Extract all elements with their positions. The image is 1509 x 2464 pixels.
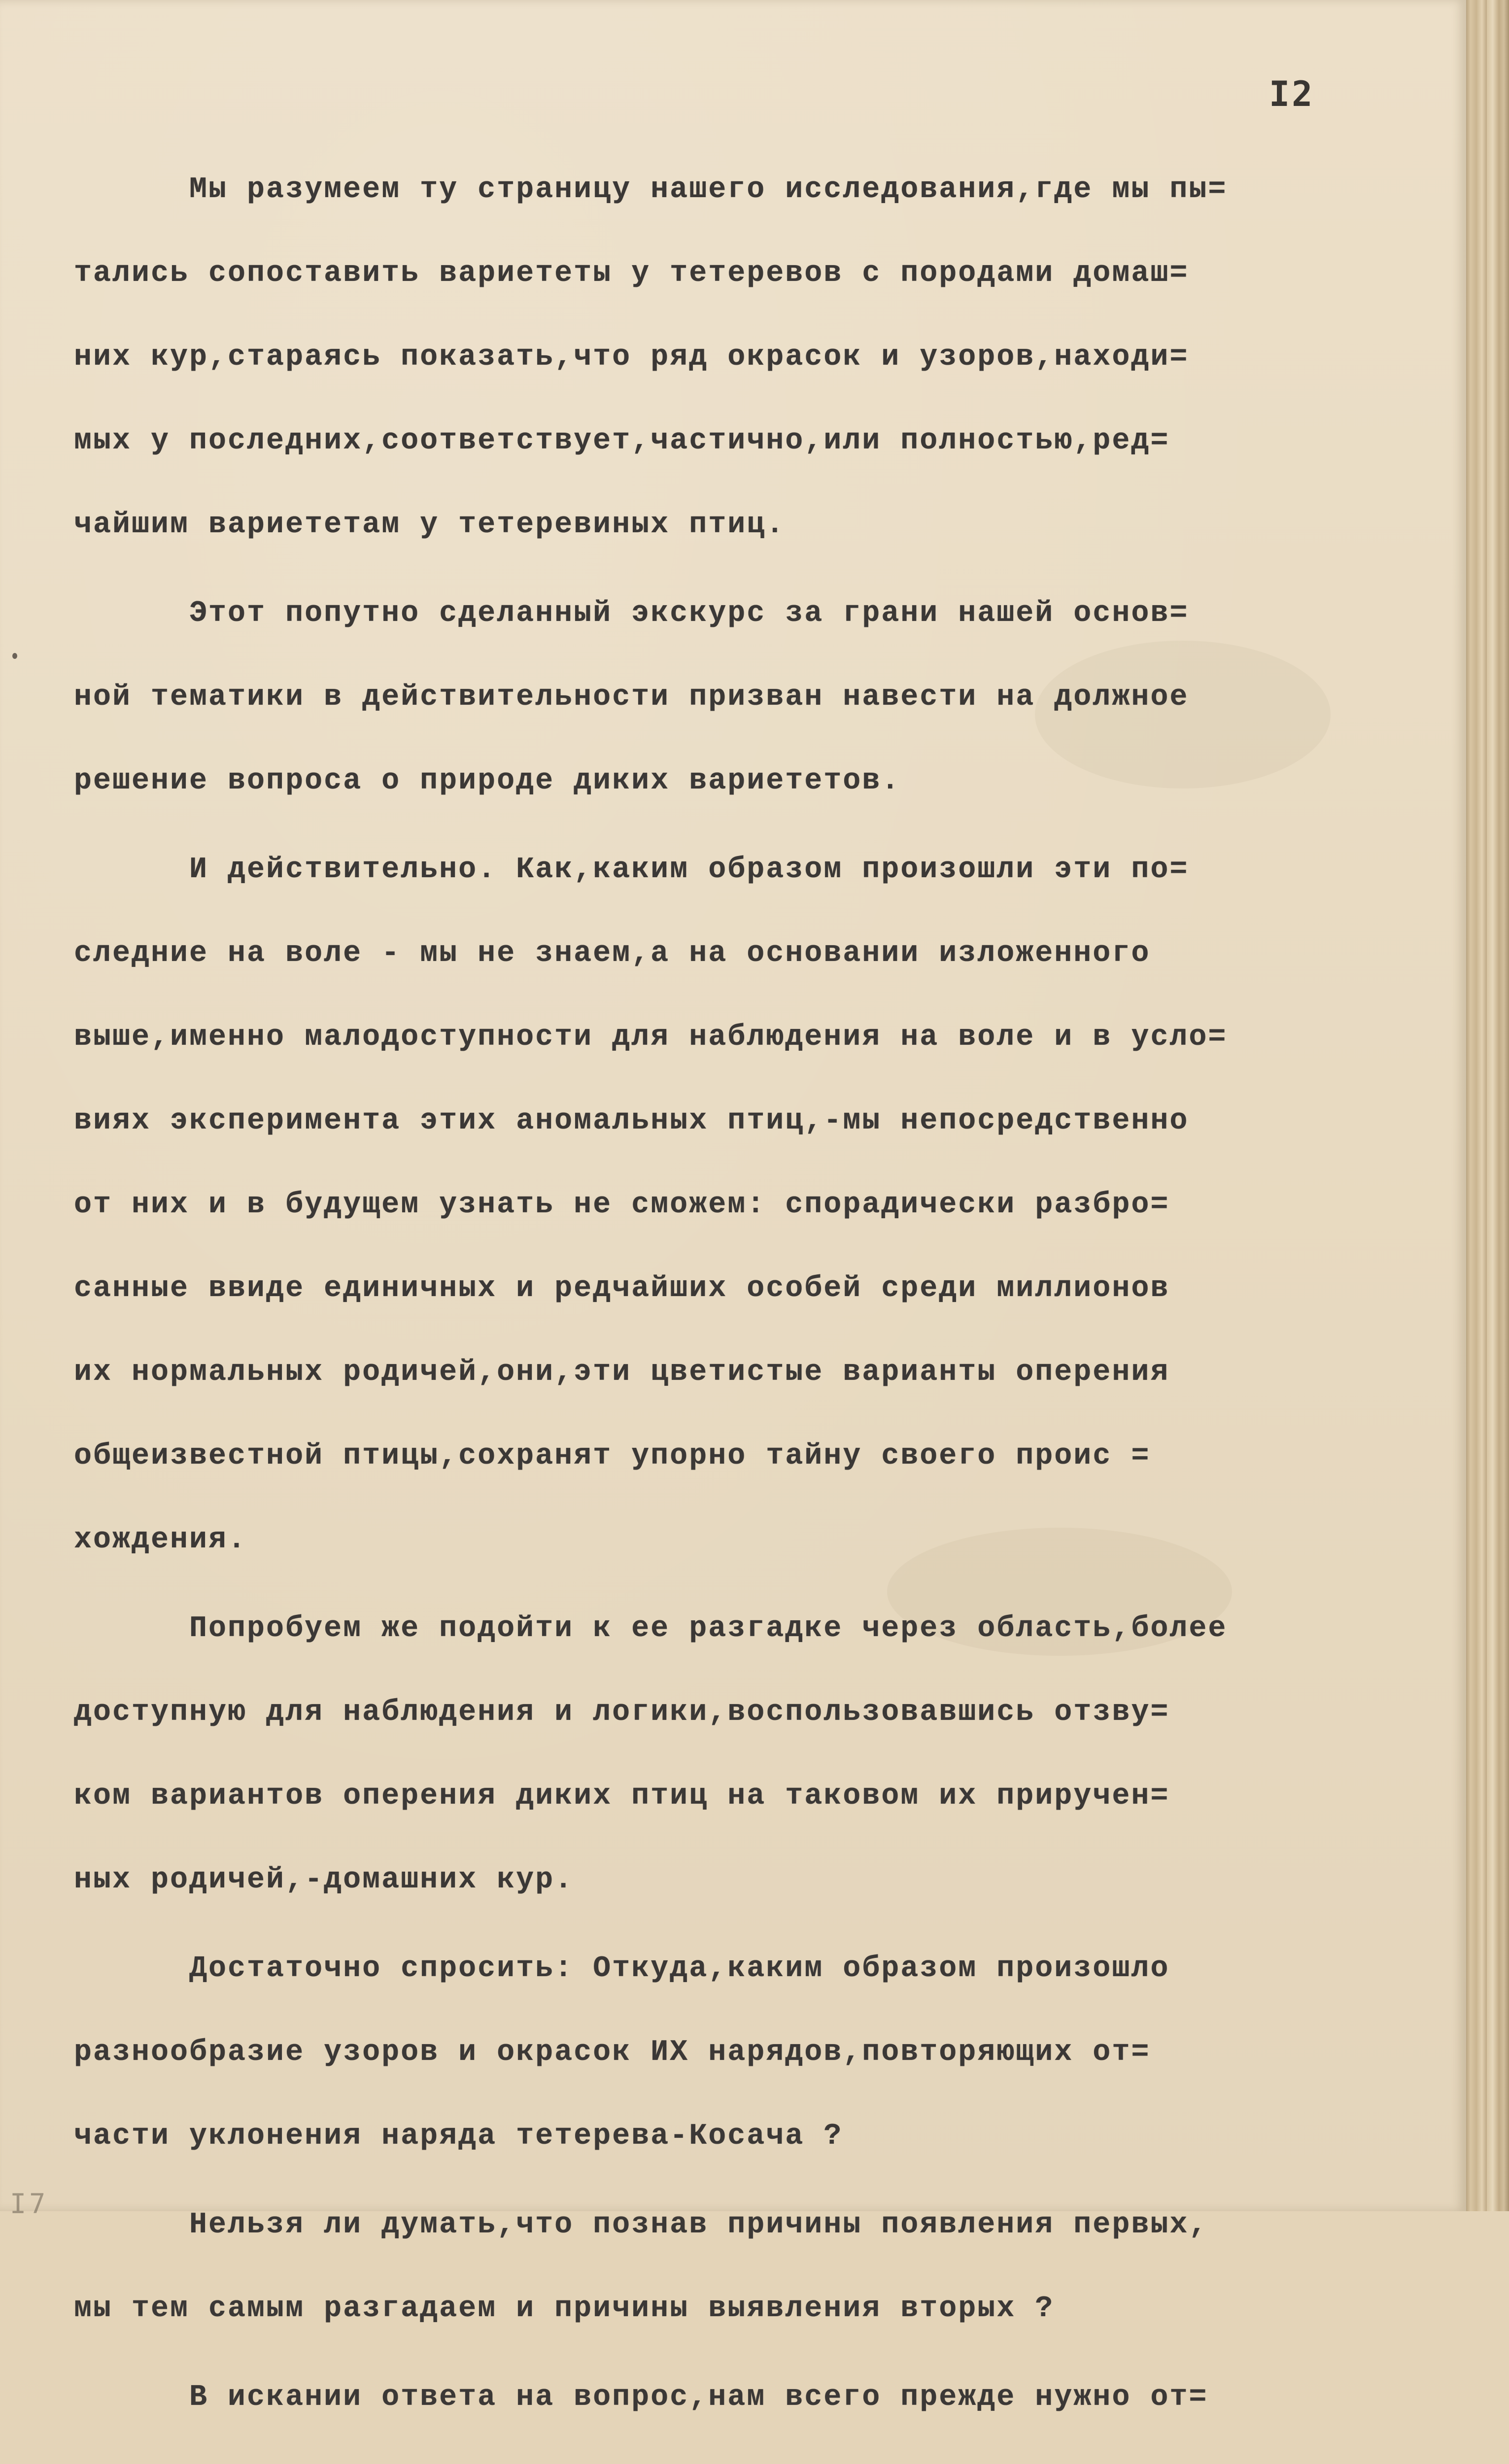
- text-line: решение вопроса о природе диких вариететов.: [74, 764, 901, 798]
- page-edge: [1487, 0, 1499, 2211]
- page-edge: [1499, 0, 1509, 2211]
- page-edge: [1477, 0, 1487, 2211]
- text-line: И действительно. Как,каким образом произошли эти по=: [74, 853, 1189, 887]
- text-line: чайшим вариететам у тетеревиных птиц.: [74, 508, 786, 542]
- text-line: выше,именно малодоступности для наблюдения на воле и в усло=: [74, 1021, 1228, 1054]
- text-line: разнообразие узоров и окрасок ИХ нарядов,повторяющих от=: [74, 2036, 1151, 2069]
- paragraph-gap: [74, 823, 1336, 828]
- text-line: [74, 2439, 1336, 2464]
- text-line: доступную для наблюдения и логики,воспользовавшись отзву=: [74, 1696, 1170, 1729]
- text-line: Попробуем же подойти к ее разгадке через область,более: [74, 1612, 1228, 1645]
- text-line: ком вариантов оперения диких птиц на таковом их приручен=: [74, 1780, 1170, 1813]
- typewritten-text: [74, 148, 1336, 2464]
- text-line: них кур,стараясь показать,что ряд окрасок и узоров,находи=: [74, 341, 1189, 374]
- margin-dot: [12, 653, 17, 659]
- text-line: следние на воле - мы не знаем,а на основании изложенного: [74, 937, 1151, 970]
- text-line: ной тематики в действительности призван навести на должное: [74, 681, 1189, 714]
- text-line: Этот попутно сделанный экскурс за грани нашей основ=: [74, 597, 1189, 630]
- text-line: ных родичей,-домашних кур.: [74, 1863, 574, 1897]
- text-line: виях эксперимента этих аномальных птиц,-мы непосредственно: [74, 1104, 1189, 1138]
- paragraph-gap: [74, 1922, 1336, 1927]
- text-line: Достаточно спросить: Откуда,каким образом произошло: [74, 1952, 1170, 1985]
- text-line: Мы разумеем ту страницу нашего исследования,где мы пы=: [74, 173, 1228, 206]
- text-line: санные ввиде единичных и редчайших особей среди миллионов: [74, 1272, 1170, 1305]
- text-line: В искании ответа на вопрос,нам всего прежде нужно от=: [74, 2381, 1208, 2414]
- paragraph-gap: [74, 1582, 1336, 1587]
- text-line: тались сопоставить вариететы у тетеревов с породами домаш=: [74, 257, 1189, 290]
- paragraph-gap: [74, 2178, 1336, 2183]
- text-line: от них и в будущем узнать не сможем: спорадически разбро=: [74, 1188, 1170, 1222]
- text-line: их нормальных родичей,они,эти цветистые варианты оперения: [74, 1356, 1170, 1389]
- text-line: Нельзя ли думать,что познав причины появления первых,: [74, 2208, 1208, 2242]
- footer-mark: I7: [10, 2188, 49, 2220]
- text-line: мы тем самым разгадаем и причины выявления вторых ?: [74, 2292, 1055, 2326]
- paragraph-gap: [74, 2351, 1336, 2356]
- text-line: мых у последних,соответствует,частично,или полностью,ред=: [74, 424, 1170, 458]
- page-number: I2: [1269, 74, 1315, 114]
- text-line: части уклонения наряда тетерева-Косача ?: [74, 2120, 843, 2153]
- text-line: общеизвестной птицы,сохранят упорно тайну своего проис =: [74, 1439, 1151, 1473]
- text-line: хождения.: [74, 1523, 247, 1557]
- paragraph-gap: [74, 567, 1336, 572]
- page-edge: [1466, 0, 1477, 2211]
